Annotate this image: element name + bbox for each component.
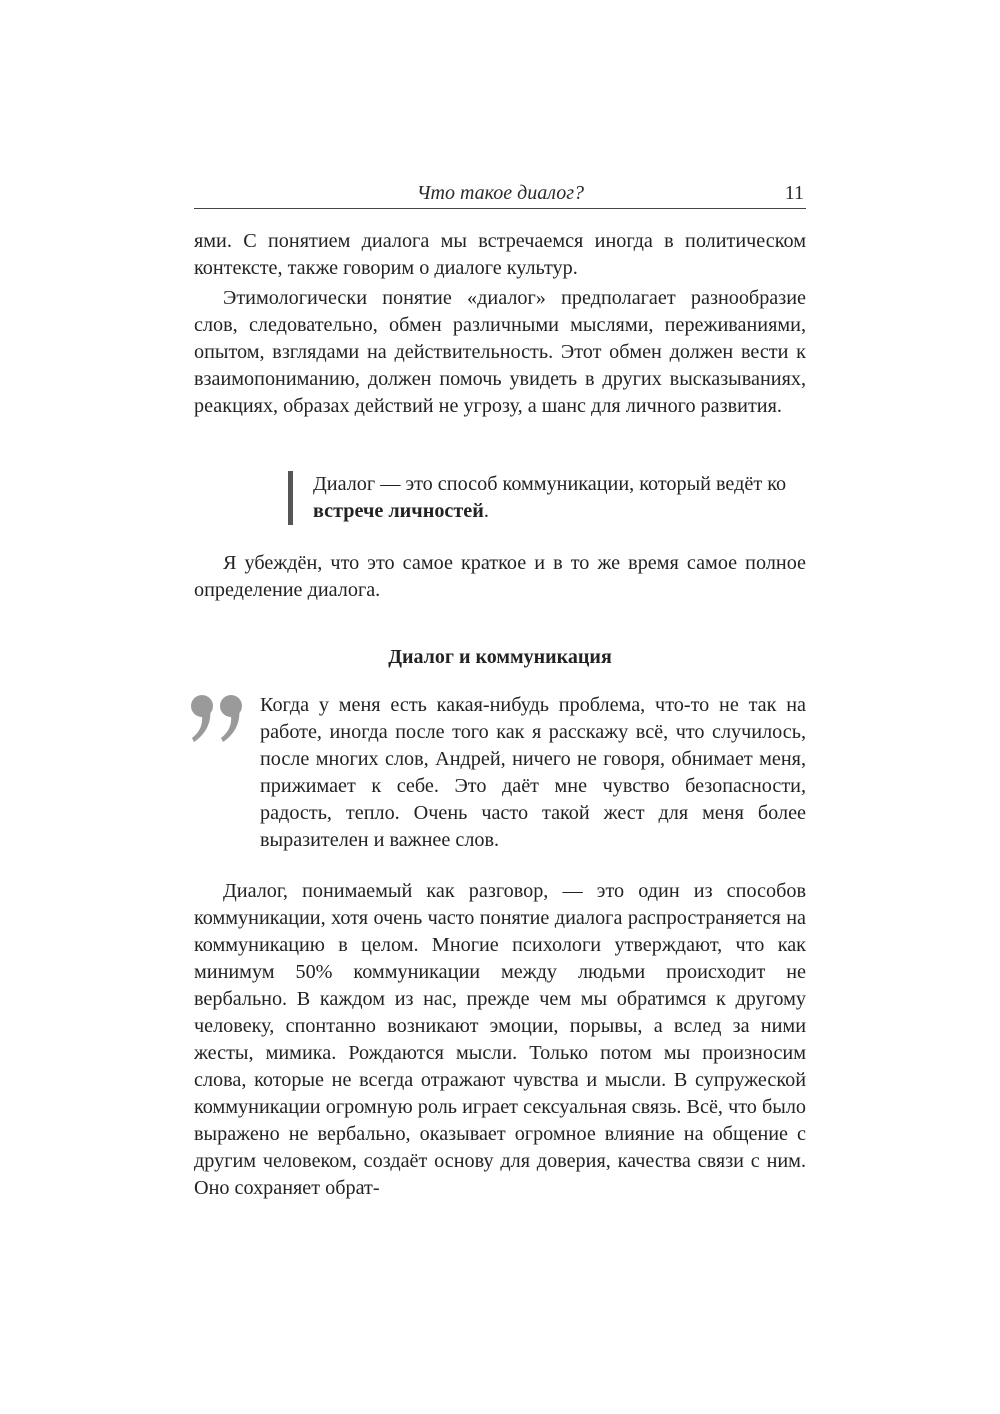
paragraph-etymology: Этимологически понятие «диалог» предполагает разнообразие слов, следовательно, обмен различными мыслями, переживаниями, опытом, взглядами на действительность. Этот обмен должен вести к взаимопониманию, должен помочь увидеть в других высказываниях, реакциях, образах действий не угрозу, а шанс для личного развития. (194, 287, 806, 417)
pull-quote-text: Диалог — это способ коммуникации, который ведёт ко (313, 473, 787, 495)
pull-quote (288, 471, 806, 525)
running-header (194, 178, 806, 209)
testimony-quote: Когда у меня есть какая-нибудь проблема, что-то не так на работе, иногда после того как я расскажу всё, что случилось, после многих слов, Андрей, ничего не говоря, обнимает меня, прижимает к себе. Это даёт мне чувство безопасности, радость, тепло. Очень часто такой жест для меня более выразителен и важнее слов. (260, 694, 806, 851)
paragraph-belief: Я убеждён, что это самое краткое и в то же время самое полное определение диалога. (194, 552, 806, 601)
pull-quote-emphasis: встрече личностей (313, 500, 484, 522)
page-number: 11 (784, 182, 804, 204)
section-heading: Диалог и коммуникация (388, 646, 612, 668)
running-title: Что такое диалог? (416, 182, 584, 204)
paragraph-continuation: ями. С понятием диалога мы встречаемся иногда в политическом контексте, также говорим о диалоге культур. (194, 230, 806, 279)
quote-mark-icon (188, 686, 250, 748)
paragraph-dialog-as-talk: Диалог, понимаемый как разговор, — это один из способов коммуникации, хотя очень часто понятие диалога распространяется на коммуникацию в целом. Многие психологи утверждают, что как минимум 50% коммуникации между людьми происходит не вербально. В каждом из нас, прежде чем мы обратимся к другому человеку, спонтанно возникают эмоции, порывы, а вслед за ними жесты, мимика. Рождаются мысли. Только потом мы произносим слова, которые не всегда отражают чувства и мысли. В супружеской коммуникации огромную роль играет сексуальная связь. Всё, что было выражено не вербально, оказывает огромное влияние на общение с другим человеком, создаёт основу для доверия, качества связи с ним. Оно сохраняет обрат- (194, 880, 806, 1199)
pull-quote-end: . (483, 500, 489, 522)
